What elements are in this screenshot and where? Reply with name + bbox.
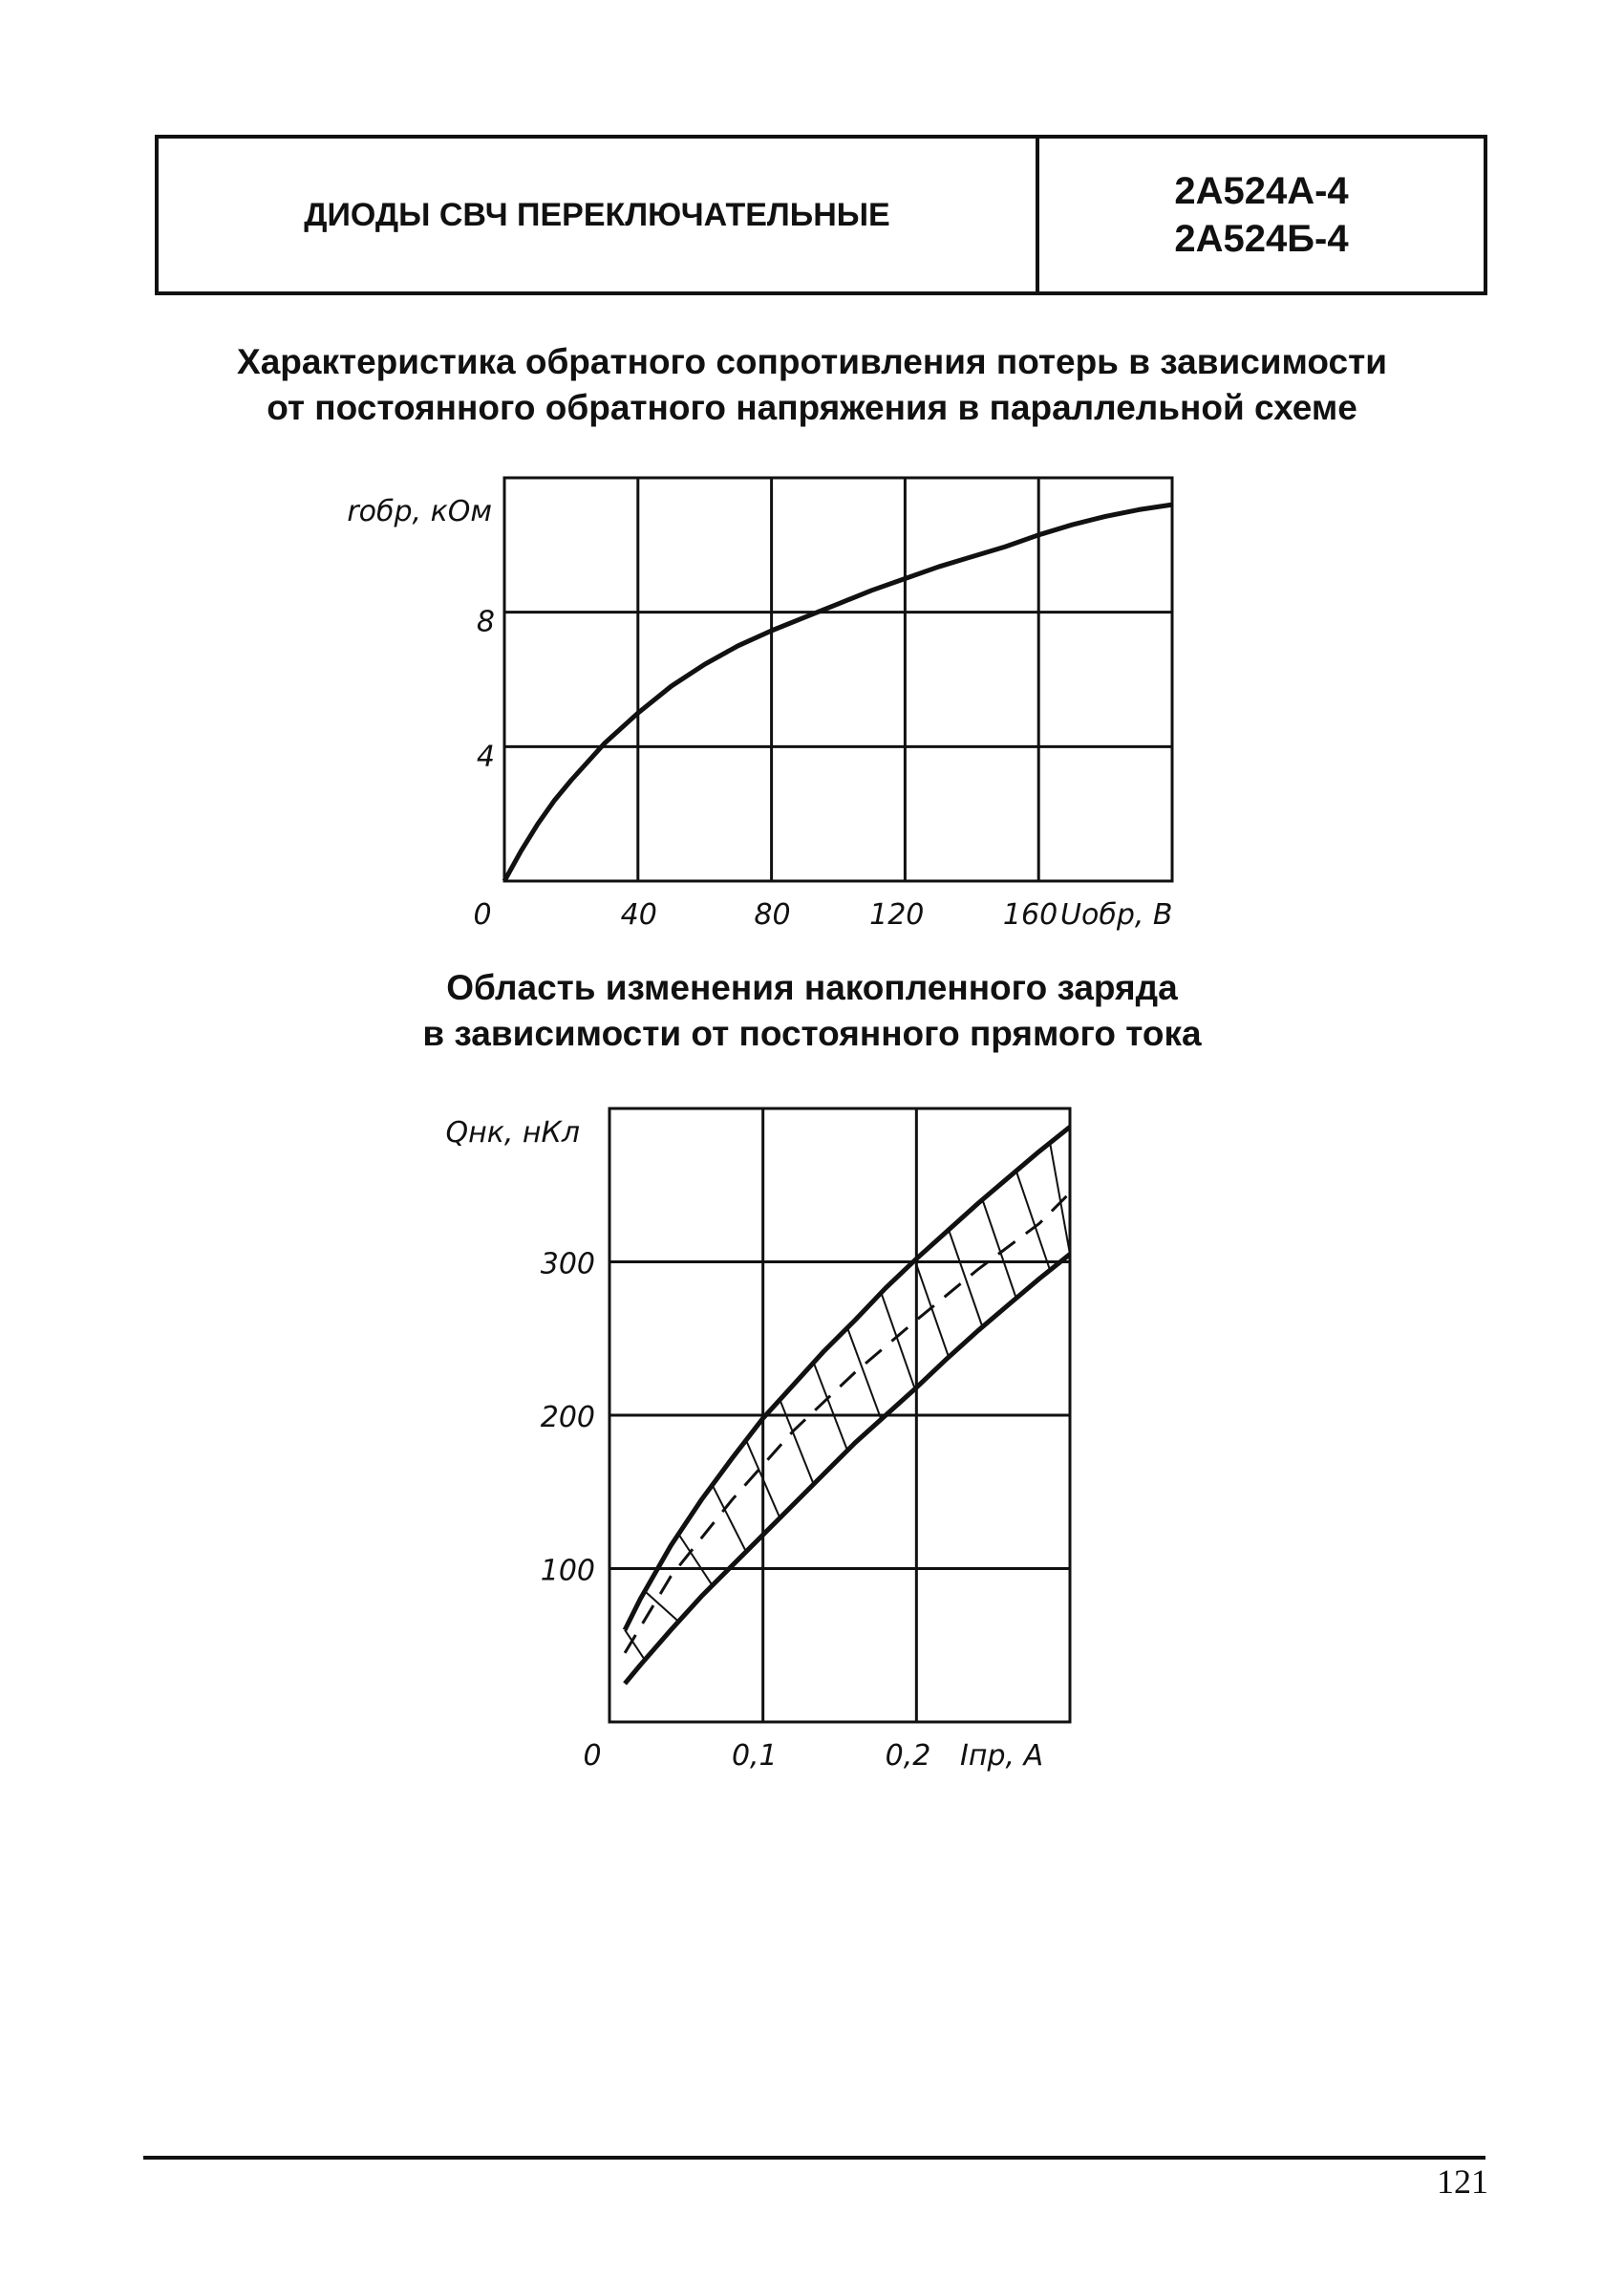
x-tick-label: 0,1 xyxy=(731,1739,778,1773)
chart1-caption-line-2: от постоянного обратного напряжения в параллельной схеме xyxy=(267,388,1357,427)
chart2-caption xyxy=(0,965,1624,1057)
model-number-b: 2А524Б-4 xyxy=(1174,218,1349,260)
model-number-a: 2А524А-4 xyxy=(1174,170,1349,212)
y-tick-label: 200 xyxy=(540,1401,595,1434)
x-tick-label: 80 xyxy=(754,898,791,932)
y-tick-label: 300 xyxy=(540,1247,595,1281)
y-tick-label: 100 xyxy=(540,1554,595,1588)
y-tick-label: 8 xyxy=(476,605,495,639)
x-axis-label: Uобр, В xyxy=(1060,898,1173,932)
chart1-caption-line-1: Характеристика обратного сопротивления потерь в зависимости xyxy=(237,342,1387,381)
page-number: 121 xyxy=(1437,2162,1488,2201)
plot-frame xyxy=(504,478,1172,881)
origin-label: 0 xyxy=(473,898,492,932)
footer-rule xyxy=(143,2156,1485,2160)
y-axis-label: Qнк, нКл xyxy=(445,1116,580,1150)
chart2-caption-line-2: в зависимости от постоянного прямого тока xyxy=(422,1014,1202,1053)
chart2-caption-line-1: Область изменения накопленного заряда xyxy=(446,968,1178,1007)
y-axis-label: rобр, кОм xyxy=(347,495,492,528)
x-tick-label: 40 xyxy=(620,898,657,932)
resistance-curve xyxy=(504,505,1172,881)
document-title: ДИОДЫ СВЧ ПЕРЕКЛЮЧАТЕЛЬНЫЕ xyxy=(159,139,1039,291)
x-axis-label: Iпр, А xyxy=(960,1739,1044,1773)
x-tick-label: 0,2 xyxy=(885,1739,931,1773)
y-tick-label: 4 xyxy=(476,740,495,774)
x-tick-label: 120 xyxy=(869,898,925,932)
origin-label: 0 xyxy=(583,1739,602,1773)
x-tick-label: 160 xyxy=(1002,898,1058,932)
